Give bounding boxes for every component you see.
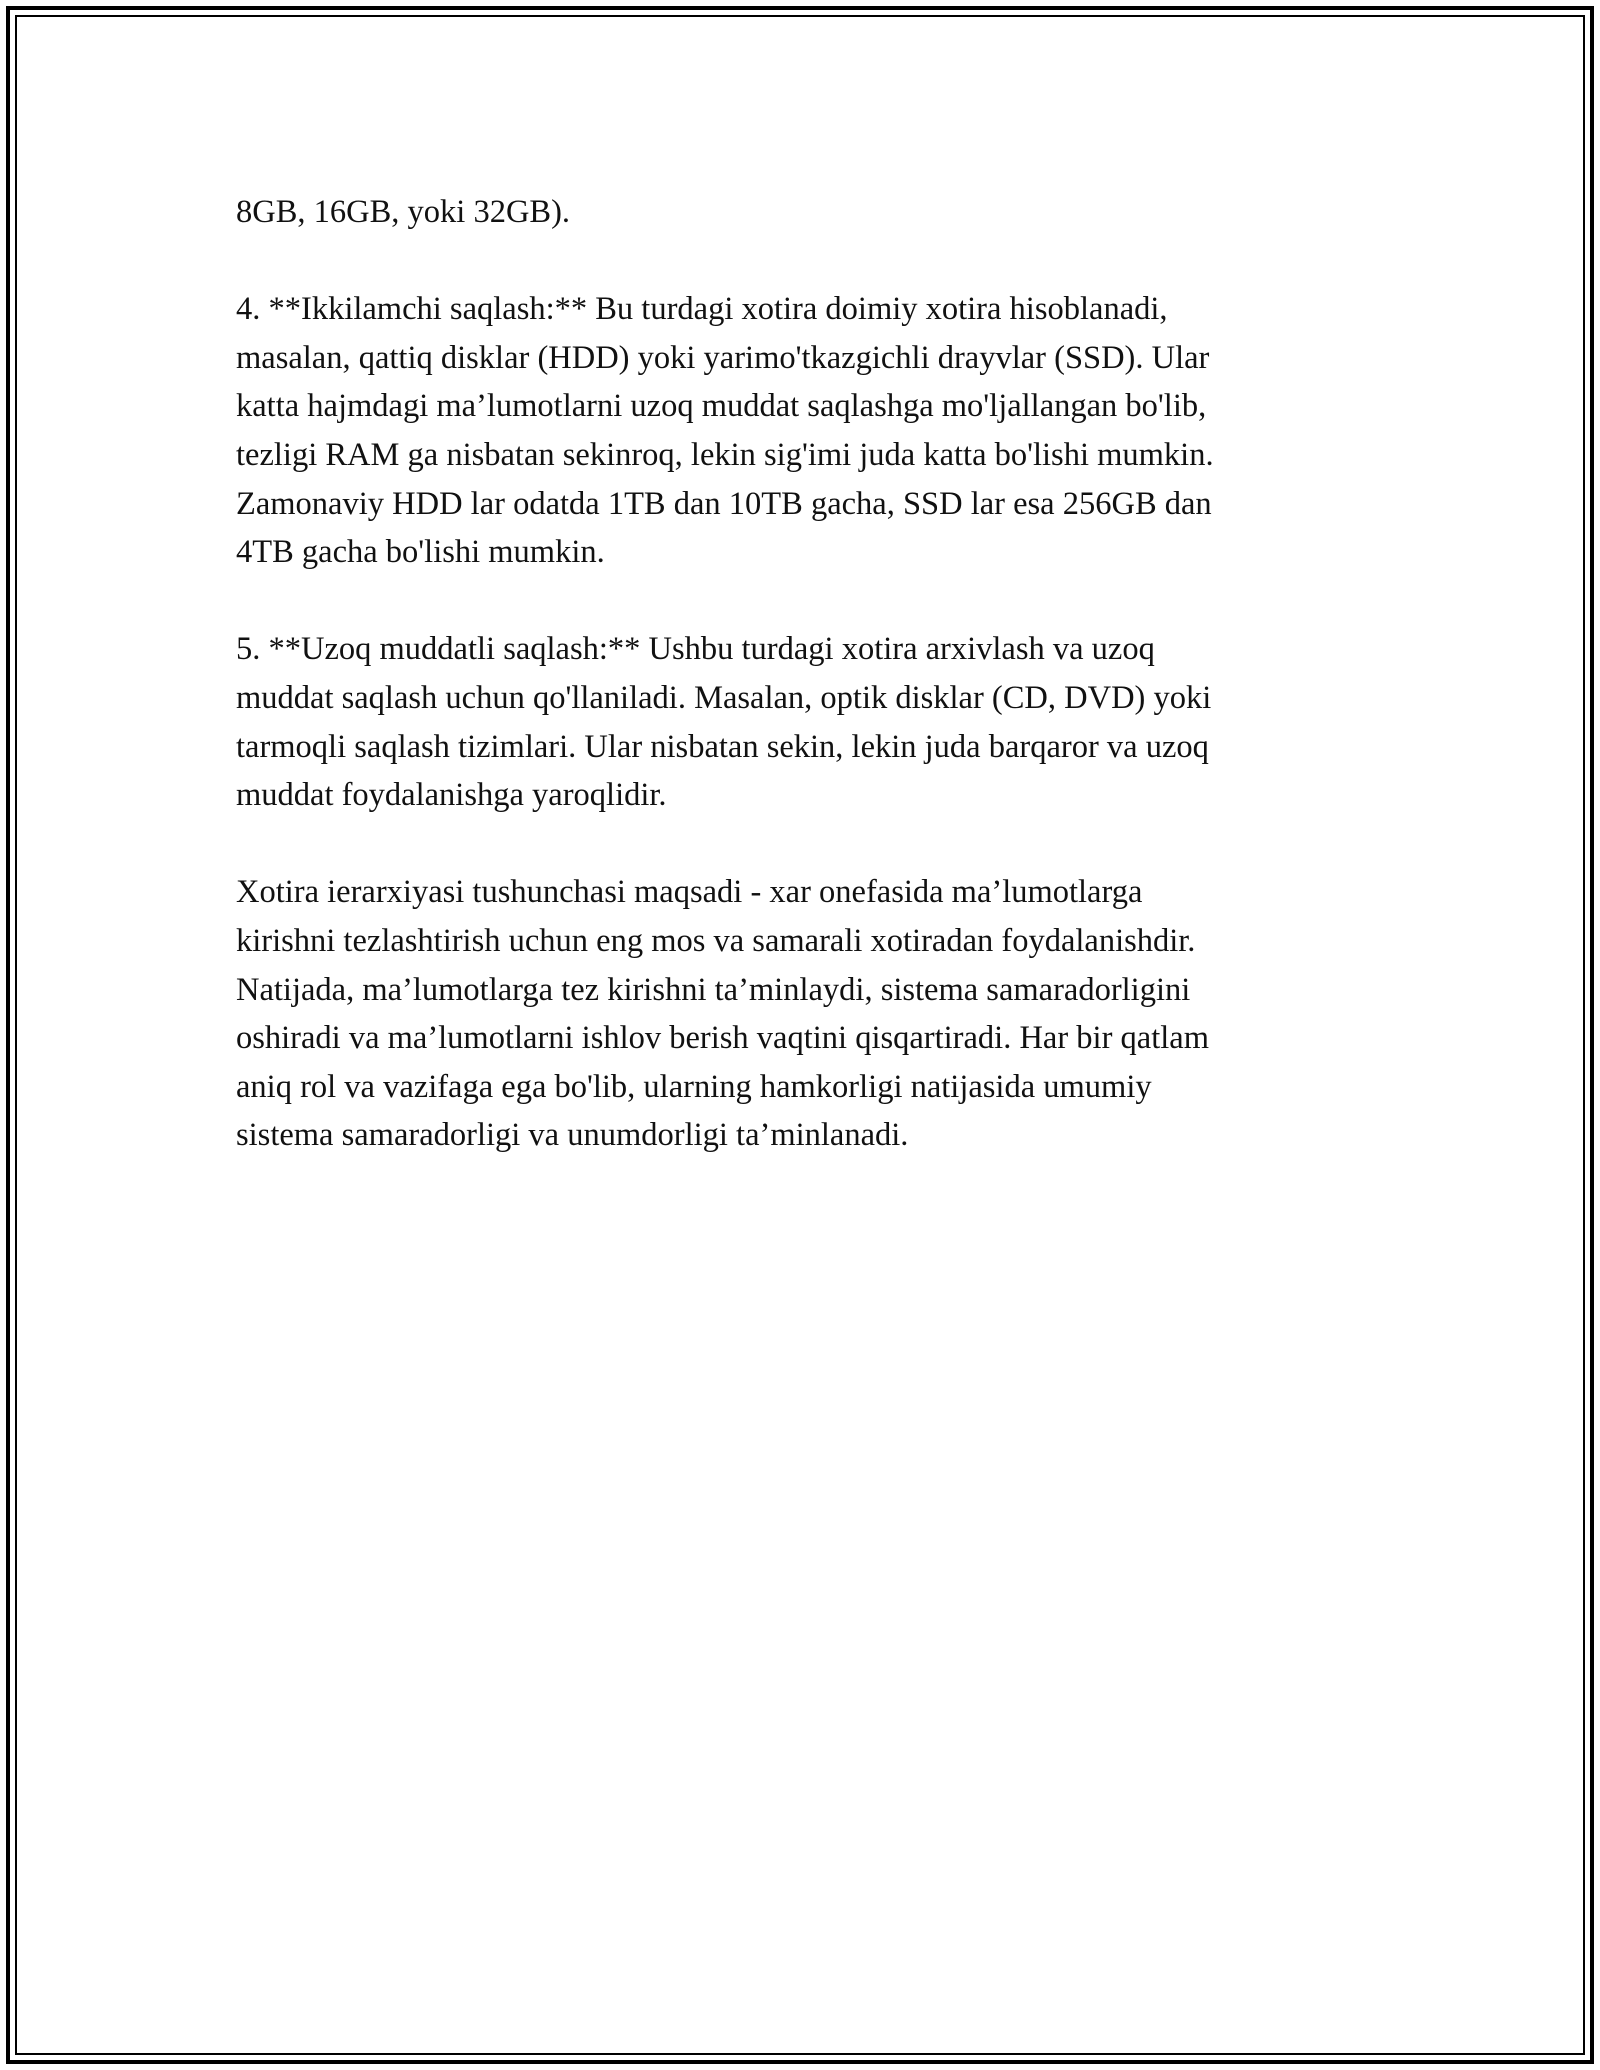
paragraph-conclusion: Xotira ierarxiyasi tushunchasi maqsadi - xar onefasida ma’lumotlarga kirishni tezlashtirish uchun eng mos va samarali xotiradan foydalanishdir. Natijada, ma’lumotlarga tez kirishni ta’minlaydi, sistema samaradorligini oshiradi va ma’lumotlarni ishlov berish vaqtini qisqartiradi. Har bir qatlam aniq rol va vazifaga ega bo'lib, ularning hamkorligi natijasida umumiy sistema samaradorligi va unumdorligi ta’minlanadi. <box>236 874 1209 1154</box>
paragraph-continuation: 8GB, 16GB, yoki 32GB). <box>236 194 571 230</box>
document-body <box>236 188 1356 1208</box>
paragraph-long-term-storage: 5. **Uzoq muddatli saqlash:** Ushbu turdagi xotira arxivlash va uzoq muddat saqlash uchun qo'llaniladi. Masalan, optik disklar (CD, DVD) yoki tarmoqli saqlash tizimlari. Ular nisbatan sekin, lekin juda barqaror va uzoq muddat foydalanishga yaroqlidir. <box>236 631 1212 814</box>
paragraph-secondary-storage: 4. **Ikkilamchi saqlash:** Bu turdagi xotira doimiy xotira hisoblanadi, masalan, qattiq disklar (HDD) yoki yarimo'tkazgichli drayvlar (SSD). Ular katta hajmdagi ma’lumotlarni uzoq muddat saqlashga mo'ljallangan bo'lib, tezligi RAM ga nisbatan sekinroq, lekin sig'imi juda katta bo'lishi mumkin. Zamonaviy HDD lar odatda 1TB dan 10TB gacha, SSD lar esa 256GB dan 4TB gacha bo'lishi mumkin. <box>236 291 1214 571</box>
